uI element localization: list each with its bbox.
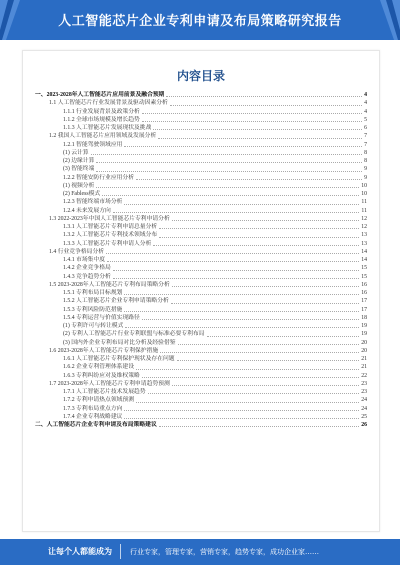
toc-page-number: 12: [361, 215, 367, 222]
toc-dot-leader: [158, 138, 362, 139]
toc-page-number: 10: [361, 191, 367, 197]
toc-entry[interactable]: [35, 273, 367, 281]
toc-dot-leader: [172, 385, 359, 386]
toc-page-number: 19: [361, 331, 367, 338]
toc-entry[interactable]: [35, 396, 367, 404]
toc-page-number: 20: [361, 347, 367, 354]
toc-entry-text: 1.5.2 人工智能芯片企业专利申请策略分析: [63, 298, 169, 305]
toc-entry-text: 1.7.1 人工智能芯片技术发展趋势: [63, 389, 146, 395]
toc-entry-text: 1.3.1 人工智能芯片专利申请总量分析: [63, 224, 158, 230]
toc-entry[interactable]: [35, 182, 367, 190]
toc-page-number: 12: [361, 224, 367, 230]
toc-page-number: 17: [361, 306, 367, 313]
toc-entry[interactable]: [35, 108, 367, 116]
toc-dot-leader: [177, 360, 360, 361]
toc-entry-text: 1.4.1 市场集中度: [63, 257, 106, 263]
toc-dot-leader: [113, 270, 359, 271]
toc-entry-text: 1.3.2 人工智能芯片专利技术领域分布: [63, 232, 158, 239]
toc-dot-leader: [102, 195, 359, 196]
toc-entry-text: 1.5.1 专利布局目标规划: [63, 290, 123, 296]
toc-dot-leader: [124, 294, 359, 295]
toc-dot-leader: [96, 162, 362, 163]
table-of-contents: [35, 91, 367, 429]
toc-entry[interactable]: [35, 421, 367, 429]
toc-page-number: 19: [361, 323, 367, 329]
toc-entry[interactable]: [35, 223, 367, 231]
toc-entry[interactable]: [35, 207, 367, 215]
document-page: [22, 50, 380, 532]
toc-dot-leader: [142, 121, 362, 122]
toc-entry[interactable]: [35, 355, 367, 363]
toc-entry[interactable]: [35, 339, 367, 347]
toc-entry-text: 1.2.3 智能终端市场分析: [63, 199, 123, 206]
footer-divider: [120, 544, 121, 559]
toc-entry-text: 1.1.2 全球市场规模及增长趋势: [63, 116, 140, 123]
footer-tagline: 行业专家，管理专家，营销专家，趋势专家，成功企业家……: [130, 548, 319, 556]
toc-entry-text: 1.4.2 企业竞争格局: [63, 265, 111, 272]
corner-decoration-icon: [374, 0, 400, 40]
toc-entry[interactable]: [35, 314, 367, 322]
toc-entry-text: (1) 云计算: [63, 149, 89, 156]
toc-page-number: 26: [361, 422, 367, 428]
toc-entry[interactable]: [35, 281, 367, 289]
toc-dot-leader: [171, 303, 359, 304]
toc-entry[interactable]: [35, 141, 367, 149]
toc-page-number: 23: [361, 389, 367, 395]
toc-entry[interactable]: [35, 405, 367, 413]
toc-dot-leader: [125, 327, 359, 328]
toc-heading: 内容目录: [176, 69, 225, 83]
toc-entry-text: 1.7 2023-2028年人工智能芯片专利申请趋势预测: [49, 380, 170, 387]
toc-entry-text: (3) 智能终端: [63, 166, 95, 173]
toc-dot-leader: [159, 426, 359, 427]
toc-dot-leader: [159, 237, 359, 238]
report-title: 人工智能芯片企业专利申请及布局策略研究报告: [58, 14, 342, 29]
toc-page-number: 4: [364, 92, 367, 98]
toc-entry-text: 1.2.2 智能安防行业应用分析: [63, 174, 135, 181]
toc-entry-text: 1.2.1 智能驾驶领域应用: [63, 141, 123, 148]
toc-dot-leader: [136, 369, 359, 370]
toc-entry-text: 1.5 2023-2028年人工智能芯片专利布局策略分析: [49, 281, 170, 288]
toc-page-number: 4: [364, 100, 367, 107]
toc-entry[interactable]: [35, 149, 367, 157]
toc-page-number: 8: [364, 158, 367, 164]
toc-entry-text: 1.7.2 专利申请热点领域预测: [63, 397, 135, 404]
toc-entry-text: 1.1.1 行业发展背景及政策分析: [63, 108, 140, 115]
toc-dot-leader: [153, 245, 359, 246]
toc-dot-leader: [172, 220, 359, 221]
toc-entry[interactable]: [35, 363, 367, 371]
toc-dot-leader: [153, 129, 362, 130]
toc-entry-text: 1.1.3 人工智能芯片发展现状及挑战: [63, 125, 152, 131]
toc-entry[interactable]: [35, 240, 367, 248]
toc-entry-text: 二、人工智能芯片企业专利申请及布局策略建议: [35, 422, 157, 428]
toc-page-number: 13: [361, 240, 367, 247]
toc-entry-text: (1) 视频分析: [63, 182, 95, 189]
toc-entry-text: 1.7.4 企业专利战略建议: [63, 413, 123, 420]
toc-dot-leader: [124, 410, 359, 411]
toc-dot-leader: [172, 286, 359, 287]
toc-entry-text: (2) 专利人工智能芯片行业专利联盟与标准必要专利布局: [63, 331, 205, 338]
toc-dot-leader: [96, 187, 359, 188]
toc-dot-leader: [124, 204, 359, 205]
toc-page-number: 9: [364, 174, 367, 181]
toc-dot-leader: [170, 105, 362, 106]
toc-entry-text: 1.6 2023-2028年人工智能芯片专利保护措施: [49, 347, 159, 354]
toc-entry[interactable]: [35, 215, 367, 223]
toc-dot-leader: [207, 336, 360, 337]
toc-page-number: 24: [361, 405, 367, 412]
toc-entry-text: 1.7.3 专利布局重点方向: [63, 405, 123, 412]
toc-dot-leader: [166, 96, 362, 97]
toc-entry[interactable]: [35, 132, 367, 140]
toc-page-number: 14: [361, 257, 367, 263]
toc-entry[interactable]: [35, 330, 367, 338]
header-banner: [0, 0, 400, 40]
toc-page-number: 16: [361, 290, 367, 296]
toc-entry-text: 1.6.2 企业专利管理体系建设: [63, 364, 135, 371]
toc-dot-leader: [136, 179, 362, 180]
toc-page-number: 7: [364, 133, 367, 140]
toc-entry[interactable]: [35, 413, 367, 421]
toc-dot-leader: [142, 113, 362, 114]
toc-entry[interactable]: [35, 116, 367, 124]
toc-entry[interactable]: [35, 372, 367, 380]
toc-dot-leader: [148, 393, 360, 394]
toc-dot-leader: [124, 146, 362, 147]
toc-entry[interactable]: [35, 174, 367, 182]
toc-dot-leader: [124, 418, 359, 419]
toc-dot-leader: [136, 402, 359, 403]
toc-dot-leader: [96, 171, 362, 172]
toc-entry-text: 一、2023-2028年人工智能芯片应用前景及融合预期: [35, 92, 165, 98]
toc-entry[interactable]: [35, 190, 367, 198]
toc-page-number: 8: [364, 149, 367, 156]
toc-entry[interactable]: [35, 380, 367, 388]
toc-page-number: 25: [361, 413, 367, 420]
toc-entry[interactable]: [35, 347, 367, 355]
toc-dot-leader: [142, 319, 359, 320]
toc-dot-leader: [113, 212, 360, 213]
toc-page-number: 21: [361, 356, 367, 362]
toc-page-number: 9: [364, 166, 367, 173]
toc-page-number: 17: [361, 298, 367, 305]
toc-page-number: 10: [361, 182, 367, 189]
toc-entry-text: 1.4.3 竞争趋势分析: [63, 273, 111, 280]
toc-entry[interactable]: [35, 264, 367, 272]
toc-entry-text: 1.3 2022-2023年中国人工智能芯片专利申请分析: [49, 215, 170, 222]
toc-entry[interactable]: [35, 99, 367, 107]
toc-page-number: 20: [361, 339, 367, 346]
toc-page-number: 6: [364, 125, 367, 131]
toc-page-number: 15: [361, 273, 367, 280]
toc-dot-leader: [106, 253, 359, 254]
toc-entry[interactable]: [35, 248, 367, 256]
toc-page-number: 23: [361, 380, 367, 387]
toc-page-number: 5: [364, 116, 367, 123]
toc-page-number: 22: [361, 372, 367, 379]
toc-entry[interactable]: [35, 256, 367, 264]
toc-dot-leader: [160, 352, 359, 353]
toc-dot-leader: [159, 228, 359, 229]
toc-entry-text: (1) 专利许可与转让模式: [63, 323, 124, 329]
toc-entry[interactable]: [35, 297, 367, 305]
toc-entry[interactable]: [35, 198, 367, 206]
toc-entry-text: (2) 边缘计算: [63, 158, 95, 164]
toc-entry[interactable]: [35, 231, 367, 239]
toc-dot-leader: [107, 261, 359, 262]
toc-page-number: 16: [361, 281, 367, 288]
toc-entry[interactable]: [35, 289, 367, 297]
toc-entry-text: 1.5.3 专利风险防范措施: [63, 306, 123, 313]
toc-entry-text: 1.2 我国人工智能芯片应用领域及发展分析: [49, 133, 157, 140]
toc-dot-leader: [142, 377, 359, 378]
toc-entry-text: 1.1 人工智能芯片行业发展背景及驱动因素分析: [49, 100, 168, 107]
toc-entry[interactable]: [35, 322, 367, 330]
toc-entry-text: 1.6.1 人工智能芯片专利保护现状及存在问题: [63, 356, 175, 362]
toc-dot-leader: [178, 344, 360, 345]
toc-entry[interactable]: [35, 157, 367, 165]
toc-entry[interactable]: [35, 124, 367, 132]
toc-entry-text: 1.3.3 人工智能芯片专利申请人分析: [63, 240, 152, 247]
toc-entry[interactable]: [35, 165, 367, 173]
toc-entry-text: (3) 国内外企业专利布局对比分析及经验借鉴: [63, 339, 176, 346]
toc-page-number: 11: [361, 199, 367, 206]
toc-page-number: 18: [361, 314, 367, 321]
toc-dot-leader: [124, 311, 359, 312]
toc-dot-leader: [113, 278, 359, 279]
toc-page-number: 7: [364, 141, 367, 148]
toc-page-number: 13: [361, 232, 367, 239]
toc-entry[interactable]: [35, 91, 367, 99]
toc-entry-text: 1.2.4 未来发展方向: [63, 207, 111, 214]
footer-slogan: 让每个人都能成为: [48, 547, 112, 556]
toc-page-number: 11: [361, 207, 367, 214]
toc-entry-text: (2) Fabless模式: [63, 191, 101, 197]
toc-page-number: 21: [361, 364, 367, 371]
toc-page-number: 4: [364, 108, 367, 115]
toc-entry[interactable]: [35, 388, 367, 396]
toc-entry-text: 1.6.3 专利纠纷应对及维权策略: [63, 372, 140, 379]
toc-page-number: 14: [361, 248, 367, 255]
toc-entry-text: 1.5.4 专利运营与价值实现路径: [63, 314, 140, 321]
footer-banner: [0, 539, 400, 565]
toc-entry[interactable]: [35, 306, 367, 314]
toc-page-number: 24: [361, 397, 367, 404]
toc-dot-leader: [91, 154, 362, 155]
toc-page-number: 15: [361, 265, 367, 272]
toc-entry-text: 1.4 行业竞争格局分析: [49, 248, 105, 255]
